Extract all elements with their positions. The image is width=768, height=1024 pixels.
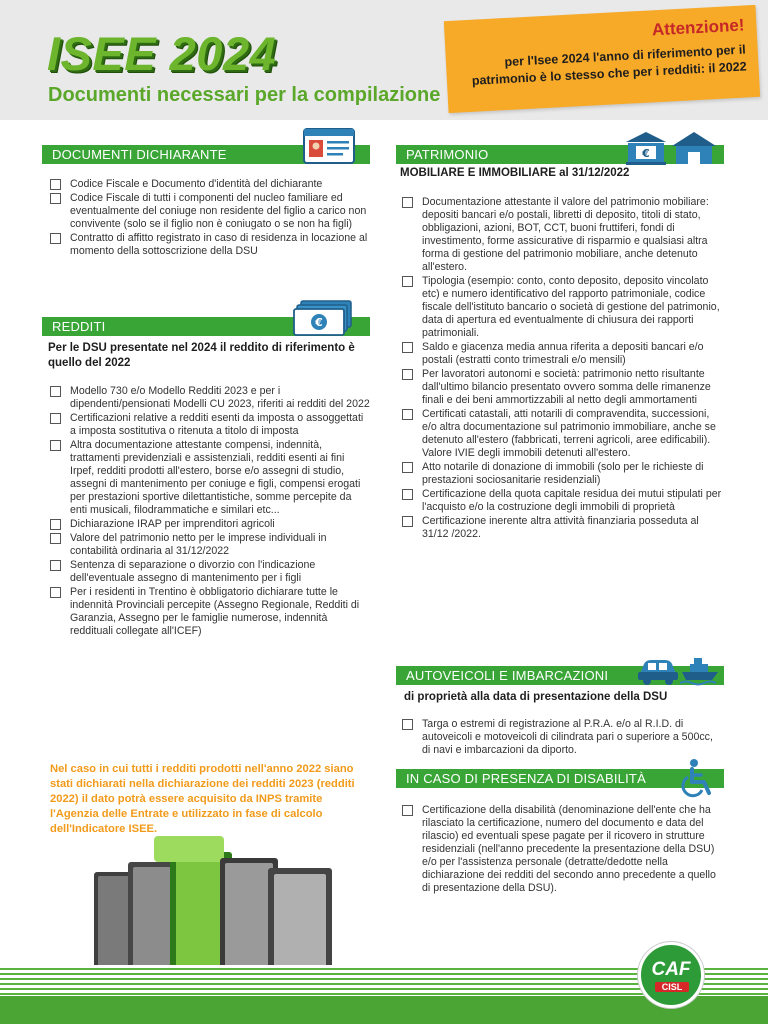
list-item[interactable]: Modello 730 e/o Modello Redditi 2023 e per i dipendenti/pensionati Modelli CU 2023, riferiti ai redditi del 2022	[48, 385, 370, 411]
list-item[interactable]: Codice Fiscale di tutti i componenti del nucleo familiare ed eventualmente del coniuge non residente del figlio a carico non convivente (solo se il figlio non è coniugato o se non ha figli)	[48, 192, 370, 231]
list-item[interactable]: Certificazioni relative a redditi esenti da imposta o assoggettati a imposta sostitutiva o ritenuta a titolo di imposta	[48, 412, 370, 438]
checkbox[interactable]	[402, 805, 413, 816]
autoveicoli-subtitle: di proprietà alla data di presentazione della DSU	[404, 691, 668, 703]
list-item[interactable]: Targa o estremi di registrazione al P.R.A. e/o al R.I.D. di autoveicoli e motoveicoli di cilindrata pari o superiore a 500cc, di navi e imbarcazioni da diporto.	[400, 718, 724, 757]
checkbox[interactable]	[50, 519, 61, 530]
list-item[interactable]: Dichiarazione IRAP per imprenditori agricoli	[48, 518, 370, 531]
checkbox[interactable]	[50, 587, 61, 598]
section-autoveicoli-title: AUTOVEICOLI E IMBARCAZIONI	[396, 666, 724, 685]
checkbox[interactable]	[402, 462, 413, 473]
id-card-icon	[303, 128, 355, 164]
checkbox[interactable]	[402, 409, 413, 420]
logo-cisl-text: CISL	[655, 982, 689, 992]
list-item[interactable]: Codice Fiscale e Documento d'identità del dichiarante	[48, 178, 370, 191]
list-item[interactable]: Certificazione della disabilità (denominazione dell'ente che ha rilasciato la certificazione, numero del documento e data del rilascio) ed eventuali spese pagate per il ricovero in strutture residenziali (nell'anno precedente la presentazione della DSU) e/o per l'assistenza personale (detratte/dedotte nella dichiarazione dei redditi del secondo anno precedente a quello di presentazione della DSU).	[400, 804, 724, 895]
list-item[interactable]: Atto notarile di donazione di immobili (solo per le richieste di prestazioni sociosanitarie residenziali)	[400, 461, 724, 487]
wheelchair-icon	[680, 758, 714, 798]
list-item[interactable]: Valore del patrimonio netto per le imprese individuali in contabilità ordinaria al 31/12/2022	[48, 532, 370, 558]
patrimonio-list	[400, 196, 724, 542]
checkbox[interactable]	[50, 440, 61, 451]
autoveicoli-list	[400, 718, 724, 758]
list-item[interactable]: Contratto di affitto registrato in caso di residenza in locazione al momento della sottoscrizione della DSU	[48, 232, 370, 258]
documenti-list	[48, 178, 370, 259]
checkbox[interactable]	[50, 533, 61, 544]
patrimonio-subtitle: MOBILIARE E IMMOBILIARE al 31/12/2022	[400, 167, 630, 179]
logo-caf-text: CAF	[651, 959, 691, 980]
list-item[interactable]: Saldo e giacenza media annua riferita a depositi bancari e/o postali (estratti conto trimestrali e/o mensili)	[400, 341, 724, 367]
redditi-list	[48, 385, 370, 639]
checkbox[interactable]	[402, 197, 413, 208]
list-item[interactable]: Documentazione attestante il valore del patrimonio mobiliare: depositi bancari e/o postali, libretti di deposito, titoli di stato, obbligazioni, azioni, BOT, CCT, buoni fruttiferi, fondi di investimento, forme assicurative di risparmio e qualsiasi altra forma di gestione del patrimonio mobiliare, anche detenuto all'estero.	[400, 196, 724, 274]
svg-text:€: €	[315, 316, 323, 329]
list-item[interactable]: Sentenza di separazione o divorzio con l'indicazione dell'eventuale assegno di mantenimento per i figli	[48, 559, 370, 585]
checkbox[interactable]	[402, 369, 413, 380]
checkbox[interactable]	[50, 560, 61, 571]
list-item[interactable]: Altra documentazione attestante compensi, indennità, trattamenti previdenziali e assistenziali, redditi esenti ai fini Irpef, redditi prodotti all'estero, borse e/o assegni di studio, assegni di mantenimento per coniuge e figli, compensi erogati per prestazioni sportive dilettantistiche, somme percepite da enti musicali, filodrammatiche e similari etc...	[48, 439, 370, 517]
redditi-subtitle: Per le DSU presentate nel 2024 il reddito di riferimento è quello del 2022	[48, 342, 355, 369]
banknotes-icon	[293, 300, 355, 336]
page-subtitle: Documenti necessari per la compilazione	[48, 84, 441, 106]
svg-text:€: €	[642, 147, 650, 160]
checkbox[interactable]	[50, 386, 61, 397]
attention-box	[444, 5, 760, 113]
list-item[interactable]: Certificazione della quota capitale residua dei mutui stipulati per l'acquisto e/o la costruzione degli immobili di proprietà	[400, 488, 724, 514]
caf-cisl-logo	[638, 942, 704, 1008]
redditi-note: Nel caso in cui tutti i redditi prodotti nell'anno 2022 siano stati dichiarati nella dichiarazione dei redditi 2023 (redditi 2022) il dato potrà essere acquisito da INPS tramite l'Agenzia delle Entrate e utilizzato in fase di calcolo dell'Indicatore ISEE.	[50, 763, 355, 835]
disabilita-list	[400, 804, 724, 896]
list-item[interactable]: Certificati catastali, atti notarili di compravendita, successioni, e/o altra documentazione sul patrimonio immobiliare, anche se detenuto all'estero (fabbricati, terreni agricoli, aree edificabili). Valore IVIE degli immobili detenuti all'estero.	[400, 408, 724, 460]
checkbox[interactable]	[402, 719, 413, 730]
bank-house-icon	[624, 130, 720, 166]
section-documenti-title: DOCUMENTI DICHIARANTE	[42, 145, 370, 164]
attention-text: per l'Isee 2024 l'anno di riferimento per il patrimonio è lo stesso che per i redditi: il 2022	[471, 42, 747, 88]
checkbox[interactable]	[402, 342, 413, 353]
list-item[interactable]: Tipologia (esempio: conto, conto deposito, deposito vincolato etc) e numero identificativo del rapporto patrimoniale, codice fiscale dell'istituto bancario o società di gestione del patrimonio, data di apertura ed eventualmente di chiusura dei rapporti patrimoniali.	[400, 275, 724, 340]
checkbox[interactable]	[402, 276, 413, 287]
checkbox[interactable]	[50, 413, 61, 424]
section-redditi-title: REDDITI	[42, 317, 370, 336]
section-patrimonio-title: PATRIMONIO	[396, 145, 724, 164]
checkbox[interactable]	[402, 489, 413, 500]
checkbox[interactable]	[402, 516, 413, 527]
checkbox[interactable]	[50, 233, 61, 244]
checkbox[interactable]	[50, 193, 61, 204]
list-item[interactable]: Certificazione inerente altra attività finanziaria posseduta al 31/12 /2022.	[400, 515, 724, 541]
page-title: ISEE 2024	[47, 27, 277, 80]
attention-title: Attenzione!	[651, 15, 745, 40]
car-boat-icon	[636, 652, 720, 686]
checkbox[interactable]	[50, 179, 61, 190]
section-disabilita-title: IN CASO DI PRESENZA DI DISABILITÀ	[396, 769, 724, 788]
list-item[interactable]: Per i residenti in Trentino è obbligatorio dichiarare tutte le indennità Provinciali percepite (Assegno Regionale, Redditi di Garanzia, Assegno per le famiglie numerose, indennità reddituali collegate all'ICEF)	[48, 586, 370, 638]
list-item[interactable]: Per lavoratori autonomi e società: patrimonio netto risultante dall'ultimo bilancio presentato ovvero somma delle rimanenze finali e dei beni ammortizzabili al netto degli ammortamenti	[400, 368, 724, 407]
